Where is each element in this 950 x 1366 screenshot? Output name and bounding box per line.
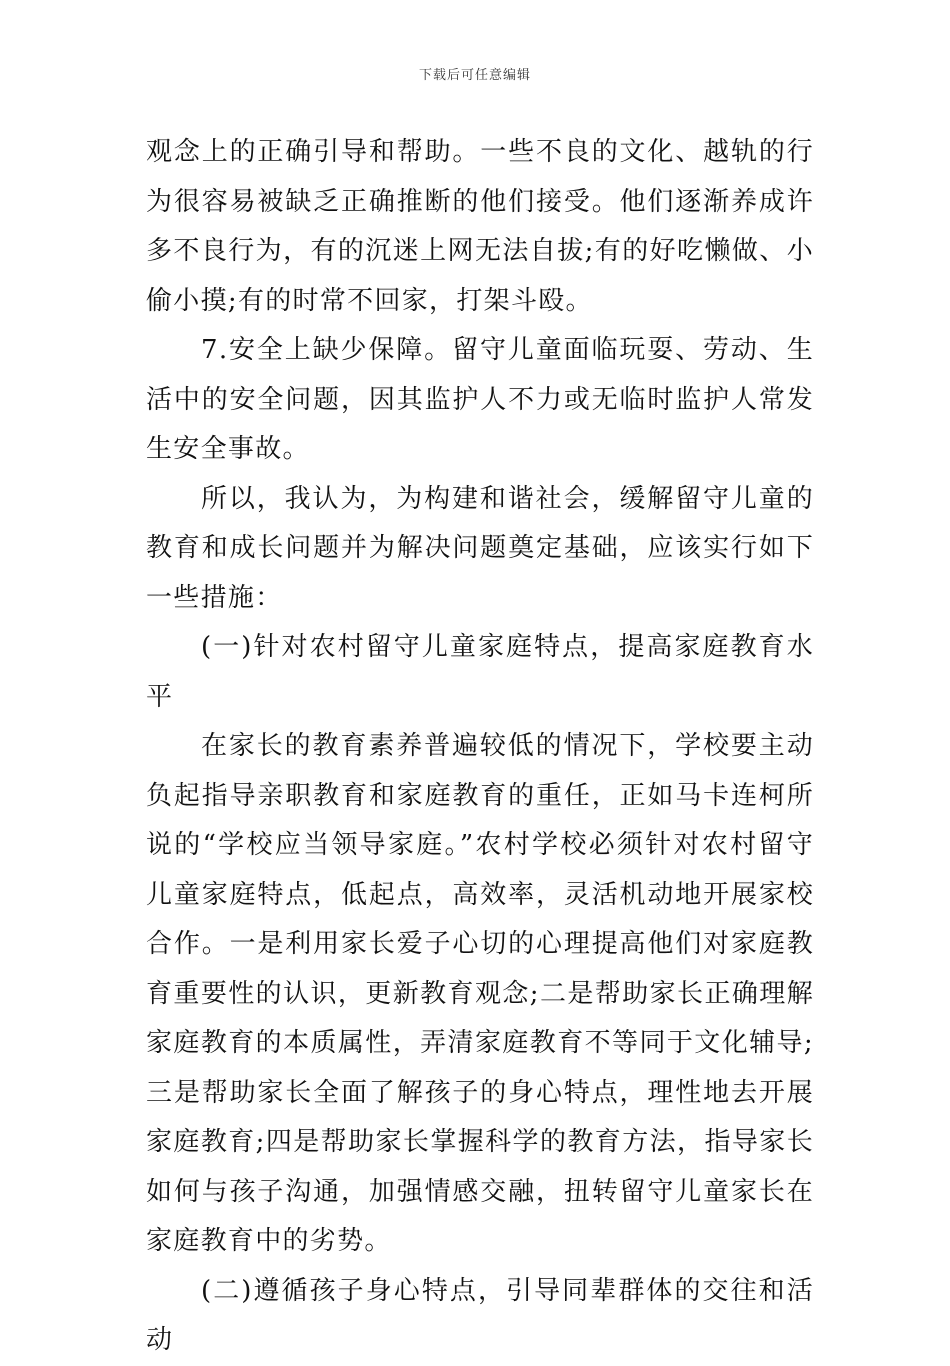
- paragraph-3: 所以，我认为，为构建和谐社会，缓解留守儿童的教育和成长问题并为解决问题奠定基础，应该实行如下一些措施：: [146, 483, 814, 613]
- section-heading-1: (一)针对农村留守儿童家庭特点，提高家庭教育水平: [146, 632, 814, 712]
- paragraph-4: 在家长的教育素养普遍较低的情况下，学校要主动负起指导亲职教育和家庭教育的重任，正如马卡连柯所说的“学校应当领导家庭。”农村学校必须针对农村留守儿童家庭特点，低起点，高效率，灵活机动地开展家校合作。一是利用家长爱子心切的心理提高他们对家庭教育重要性的认识，更新教育观念;二是帮助家长正确理解家庭教育的本质属性，弄清家庭教育不等同于文化辅导;三是帮助家长全面了解孩子的身心特点，理性地去开展家庭教育;四是帮助家长掌握科学的教育方法，指导家长如何与孩子沟通，加强情感交融，扭转留守儿童家长在家庭教育中的劣势。: [146, 731, 814, 1256]
- page-header: 下载后可任意编辑: [418, 68, 531, 83]
- paragraph-1: 观念上的正确引导和帮助。一些不良的文化、越轨的行为很容易被缺乏正确推断的他们接受。他们逐渐养成许多不良行为，有的沉迷上网无法自拔;有的好吃懒做、小偷小摸;有的时常不回家，打架斗殴。: [146, 137, 814, 316]
- document-body: [146, 128, 814, 1366]
- section-heading-2: (二)遵循孩子身心特点，引导同辈群体的交往和活动: [146, 1275, 814, 1355]
- paragraph-2: 7.安全上缺少保障。留守儿童面临玩耍、劳动、生活中的安全问题，因其监护人不力或无临时监护人常发生安全事故。: [146, 335, 814, 464]
